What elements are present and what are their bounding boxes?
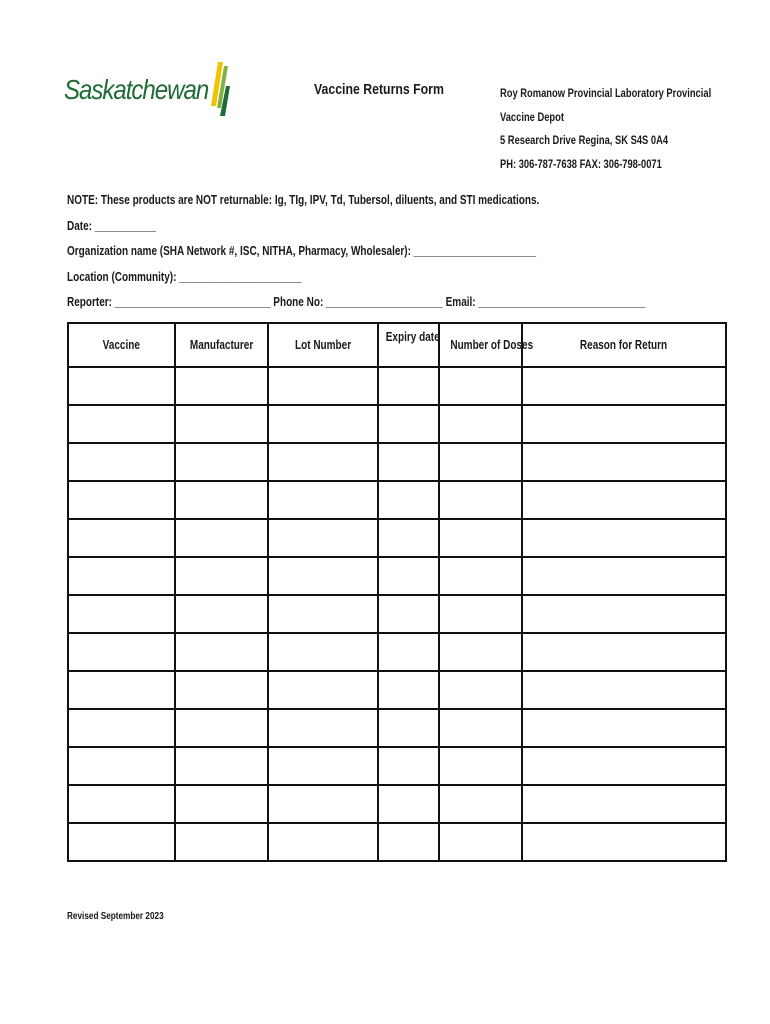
table-cell[interactable] [378,443,439,481]
reporter-contact-field[interactable]: Reporter: ____________________________ Phone No: _____________________ Email: ______________________________ [67,295,646,309]
table-cell[interactable] [378,747,439,785]
table-cell[interactable] [268,595,378,633]
table-cell[interactable] [378,519,439,557]
column-header-number-of-doses: Number of Doses [439,323,522,367]
table-cell[interactable] [522,367,726,405]
table-cell[interactable] [378,709,439,747]
table-cell[interactable] [439,709,522,747]
table-cell[interactable] [522,519,726,557]
table-cell[interactable] [439,367,522,405]
column-header-expiry-date: Expiry date [378,323,439,367]
table-cell[interactable] [68,633,175,671]
column-header-vaccine: Vaccine [68,323,175,367]
form-title: Vaccine Returns Form [314,81,444,98]
table-cell[interactable] [175,785,268,823]
table-cell[interactable] [175,747,268,785]
table-row [68,481,726,519]
table-cell[interactable] [522,595,726,633]
table-cell[interactable] [268,405,378,443]
table-cell[interactable] [522,557,726,595]
column-header-reason-for-return: Reason for Return [522,323,726,367]
table-cell[interactable] [68,481,175,519]
table-cell[interactable] [378,367,439,405]
date-field[interactable]: Date: ___________ [67,218,156,233]
table-cell[interactable] [175,595,268,633]
table-cell[interactable] [439,633,522,671]
table-cell[interactable] [378,823,439,861]
table-cell[interactable] [439,557,522,595]
table-row [68,709,726,747]
table-cell[interactable] [439,785,522,823]
saskatchewan-logo [64,60,234,120]
table-cell[interactable] [68,671,175,709]
table-cell[interactable] [68,595,175,633]
table-cell[interactable] [268,823,378,861]
table-row [68,405,726,443]
table-cell[interactable] [378,481,439,519]
address-line: 5 Research Drive Regina, SK S4S 0A4 [500,133,669,147]
table-cell[interactable] [268,747,378,785]
table-cell[interactable] [378,595,439,633]
depot-address [500,82,711,176]
table-row [68,443,726,481]
table-cell[interactable] [68,519,175,557]
location-field[interactable]: Location (Community): ______________________ [67,269,302,284]
table-cell[interactable] [175,481,268,519]
table-row [68,519,726,557]
table-row [68,671,726,709]
table-header-row [68,323,726,367]
table-cell[interactable] [175,671,268,709]
table-cell[interactable] [268,709,378,747]
table-cell[interactable] [522,785,726,823]
table-cell[interactable] [68,823,175,861]
logo-wordmark: Saskatchewan [64,74,209,105]
table-cell[interactable] [378,557,439,595]
returns-table [67,322,727,862]
table-cell[interactable] [268,671,378,709]
table-cell[interactable] [175,405,268,443]
table-cell[interactable] [68,443,175,481]
table-cell[interactable] [378,405,439,443]
table-row [68,633,726,671]
table-cell[interactable] [268,633,378,671]
table-cell[interactable] [68,557,175,595]
table-cell[interactable] [175,443,268,481]
table-row [68,823,726,861]
table-cell[interactable] [439,747,522,785]
table-row [68,747,726,785]
table-row [68,785,726,823]
table-cell[interactable] [268,557,378,595]
table-cell[interactable] [439,481,522,519]
table-cell[interactable] [522,671,726,709]
table-cell[interactable] [439,519,522,557]
table-cell[interactable] [522,481,726,519]
address-line: Roy Romanow Provincial Laboratory Provincial [500,86,712,100]
table-cell[interactable] [439,595,522,633]
column-header-manufacturer: Manufacturer [175,323,268,367]
table-cell[interactable] [268,519,378,557]
table-cell[interactable] [378,671,439,709]
table-cell[interactable] [522,443,726,481]
address-line: PH: 306-787-7638 FAX: 306-798-0071 [500,156,662,171]
table-cell[interactable] [175,633,268,671]
table-cell[interactable] [522,405,726,443]
table-cell[interactable] [439,443,522,481]
table-cell[interactable] [439,405,522,443]
table-cell[interactable] [268,367,378,405]
table-cell[interactable] [268,443,378,481]
table-cell[interactable] [68,747,175,785]
table-cell[interactable] [268,785,378,823]
table-cell[interactable] [439,823,522,861]
table-cell[interactable] [68,405,175,443]
table-cell[interactable] [68,367,175,405]
address-line: Vaccine Depot [500,109,564,124]
table-cell[interactable] [175,557,268,595]
non-returnable-note: NOTE: These products are NOT returnable: Ig, TIg, IPV, Td, Tubersol, diluents, and STI medications. [67,193,540,207]
wheat-flag-icon [206,60,234,120]
table-cell[interactable] [175,709,268,747]
column-header-lot-number: Lot Number [268,323,378,367]
table-cell[interactable] [522,633,726,671]
table-row [68,557,726,595]
revision-date: Revised September 2023 [67,911,164,922]
table-row [68,367,726,405]
table-cell[interactable] [439,671,522,709]
table-cell[interactable] [175,367,268,405]
table-cell[interactable] [268,481,378,519]
organization-field[interactable]: Organization name (SHA Network #, ISC, NITHA, Pharmacy, Wholesaler): ______________________ [67,244,537,258]
table-cell[interactable] [522,709,726,747]
table-body [68,367,726,861]
table-cell[interactable] [175,823,268,861]
table-cell[interactable] [68,709,175,747]
table-cell[interactable] [378,633,439,671]
table-cell[interactable] [175,519,268,557]
table-cell[interactable] [522,823,726,861]
table-cell[interactable] [522,747,726,785]
table-row [68,595,726,633]
form-info [67,188,645,316]
table-cell[interactable] [68,785,175,823]
table-cell[interactable] [378,785,439,823]
